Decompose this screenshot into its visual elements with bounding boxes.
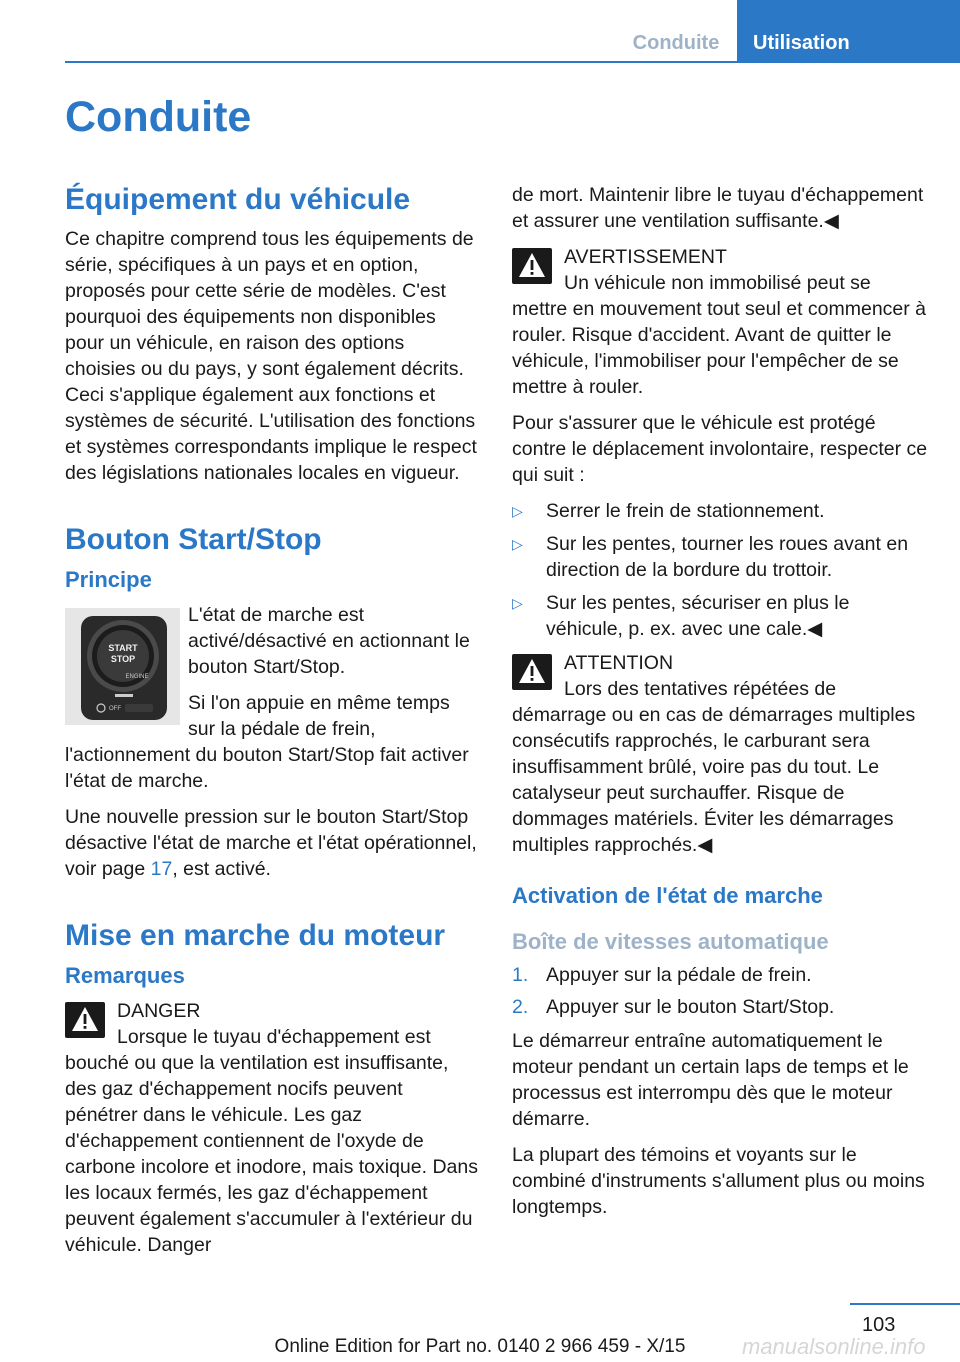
header-rule	[65, 61, 960, 63]
subheading-activation: Activation de l'état de marche	[512, 883, 823, 908]
footer-edition-note: Online Edition for Part no. 0140 2 966 459 - X/15	[274, 1336, 686, 1357]
subheading-boite-auto: Boîte de vitesses automatique	[512, 929, 829, 954]
avertissement-text: Un véhicule non immobilisé peut se mettre en mouvement tout seul et commencer à rouler. Risque d'accident. Avant de quitter le véhicule, l'immobiliser pour l'empêcher de se mettre à rouler.	[512, 272, 927, 398]
header-tab-conduite: Conduite	[632, 32, 720, 54]
list-item: 1. Appuyer sur la pédale de frein.	[512, 964, 812, 986]
list-item: ▷ Serrer le frein de stationnement.	[512, 500, 825, 522]
warning-triangle-icon	[512, 248, 552, 284]
danger-text-continued: de mort. Maintenir libre le tuyau d'échappement et assurer une ventilation suffisante.◀	[512, 184, 924, 232]
list-item: 2. Appuyer sur le bouton Start/Stop.	[512, 996, 835, 1018]
danger-text: Lorsque le tuyau d'échappement est bouché ou que la ventilation est insuffisante, des gaz d'échappement nocifs peuvent pénétrer dans le véhicule. Les gaz d'échappement contiennent de l'oxyde de carbone incolore et inodore, mais toxique. Dans les locaux fermés, les gaz d'échappement peuvent également s'accumuler à l'extérieur du véhicule. Danger	[65, 1026, 478, 1256]
principe-p3-post: , est activé.	[172, 858, 271, 880]
section-text-equipement: Ce chapitre comprend tous les équipements de série, spécifiques à un pays et en option, proposés pour cette série de modèles. C'est pourquoi des équipements non disponibles pour un véhicule, en raison des options choisies ou du pays, y sont également décrits. Ceci s'applique également aux fonctions et systèmes de sécurité. L'utilisation des fonctions et systèmes correspondants implique le respect des législations nationales locales en vigueur.	[65, 228, 477, 484]
section-heading-equipement: Équipement du véhicule	[65, 183, 411, 216]
section-heading-bouton: Bouton Start/Stop	[65, 523, 322, 556]
principe-p3-pre: Une nouvelle pression sur le bouton Start/Stop désactive l'état de marche et l'état opérationnel, voir page	[65, 806, 477, 880]
avertissement-title: AVERTISSEMENT	[564, 246, 727, 268]
danger-warning	[65, 998, 479, 1258]
button-label-off: OFF	[109, 706, 121, 712]
triangle-bullet-icon: ▷	[512, 503, 523, 519]
steps-list	[512, 962, 930, 1020]
subheading-remarques: Remarques	[65, 963, 185, 988]
triangle-bullet-icon: ▷	[512, 595, 523, 611]
button-label-start: START	[108, 643, 138, 653]
precaution-list	[512, 498, 930, 642]
attention-text: Lors des tentatives répétées de démarrage ou en cas de démarrages multiples consécutifs rapprochés, le carburant sera insuffisamment brûlé, voire pas du tout. Le catalyseur peut surchauffer. Risque de dommages matériels. Éviter les démarrages multiples rapprochés.◀	[512, 678, 916, 856]
button-label-engine: ENGINE	[125, 674, 149, 680]
warning-triangle-icon	[512, 654, 552, 690]
list-item: ▷ Sur les pentes, sécuriser en plus le véhicule, p. ex. avec une cale.◀	[512, 592, 850, 640]
start-stop-button-image	[65, 608, 180, 725]
page-link-17[interactable]: 17	[150, 858, 173, 880]
triangle-bullet-icon: ▷	[512, 536, 523, 552]
temoins-text: La plupart des témoins et voyants sur le combiné d'instruments s'allument plus ou moins longtemps.	[512, 1144, 925, 1218]
subheading-principe: Principe	[65, 567, 152, 592]
footer-rule	[850, 1303, 960, 1305]
page-title: Conduite	[65, 93, 252, 141]
list-item: ▷ Sur les pentes, tourner les roues avant en direction de la bordure du trottoir.	[512, 533, 909, 581]
principe-p2: Si l'on appuie en même temps sur la pédale de frein, l'actionnement du bouton Start/Stop fait activer l'état de marche.	[65, 692, 469, 792]
button-label-stop: STOP	[110, 654, 136, 664]
attention-title: ATTENTION	[564, 652, 674, 674]
header-tab-utilisation: Utilisation	[737, 0, 960, 62]
danger-title: DANGER	[117, 1000, 201, 1022]
section-heading-mise-en-marche: Mise en marche du moteur	[65, 919, 446, 952]
page-number: 103	[862, 1314, 896, 1336]
principe-p1: L'état de marche est activé/désactivé en actionnant le bouton Start/Stop.	[188, 604, 470, 678]
page-header	[0, 0, 960, 62]
warning-triangle-icon	[65, 1002, 105, 1038]
principe-p3	[65, 804, 479, 882]
attention-warning	[512, 650, 930, 858]
right-column	[512, 182, 930, 1230]
demarreur-text: Le démarreur entraîne automatiquement le moteur pendant un certain laps de temps et le processus est interrompu dès que le moteur démarre.	[512, 1030, 909, 1130]
intro-text: Pour s'assurer que le véhicule est protégé contre le déplacement involontaire, respecter ce qui suit :	[512, 412, 928, 486]
left-column	[65, 180, 479, 1268]
avertissement-warning	[512, 244, 930, 400]
watermark: manualsonline.info	[742, 1334, 926, 1359]
